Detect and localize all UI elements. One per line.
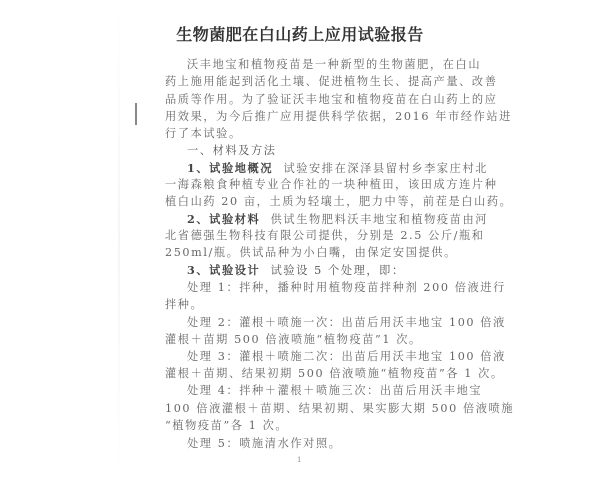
treatment-5-line: 处理 5：喷施清水作对照。 <box>187 437 342 450</box>
treatment-1-line: 拌种。 <box>165 298 204 311</box>
subsection-1-line: 植白山药 20 亩，土质为轻壤土，肥力中等，前茬是白山药。 <box>165 195 513 208</box>
subsection-1-first-line <box>165 161 489 176</box>
section-heading: 一、材料及方法 <box>187 144 277 157</box>
treatment-4-line: 100 倍液灌根＋苗期、结果初期、果实膨大期 500 倍液喷施 <box>165 402 515 415</box>
subsection-1-text: 试验安排在深泽县留村乡李家庄村北 <box>283 162 489 175</box>
treatment-4-line: “植物疫苗”各 1 次。 <box>165 419 289 432</box>
intro-line: 用效果，为今后推广应用提供科学依据，2016 年市经作站进 <box>165 110 512 123</box>
intro-line: 沃丰地宝和植物疫苗是一种新型的生物菌肥，在白山 <box>187 58 482 71</box>
intro-line: 药上施用能起到活化土壤、促进植物生长、提高产量、改善 <box>165 75 498 88</box>
scan-margin-mark <box>135 103 137 125</box>
treatment-2-line: 灌根＋苗期 500 倍液喷施“植物疫苗”1 次。 <box>165 333 422 346</box>
subsection-3-first-line <box>165 263 455 278</box>
document-title: 生物菌肥在白山药上应用试验报告 <box>176 25 424 44</box>
subsection-3-text: 试验设 5 个处理，即： <box>270 264 405 277</box>
subsection-2-label: 2、试验材料 <box>187 212 261 226</box>
subsection-3-label: 3、试验设计 <box>187 263 261 277</box>
intro-line: 品质等作用。为了验证沃丰地宝和植物疫苗在白山药上的应 <box>165 93 498 106</box>
subsection-2-text: 供试生物肥料沃丰地宝和植物疫苗由河 <box>270 213 489 226</box>
treatment-3-line: 处理 3：灌根＋喷施二次：出苗后用沃丰地宝 100 倍液 <box>187 350 506 363</box>
intro-line: 行了本试验。 <box>165 127 242 140</box>
treatment-1-line: 处理 1：拌种，播种时用植物疫苗拌种剂 200 倍液进行 <box>187 281 506 294</box>
treatment-2-line: 处理 2：灌根＋喷施一次：出苗后用沃丰地宝 100 倍液 <box>187 316 506 329</box>
page-number: 1 <box>297 456 302 464</box>
subsection-2-first-line <box>165 212 489 227</box>
subsection-1-line: 一海森粮食种植专业合作社的一块种植田，该田成方连片种 <box>165 178 498 191</box>
subsection-2-line: 北省德强生物科技有限公司提供，分别是 2.5 公斤/瓶和 <box>165 229 485 242</box>
subsection-2-line: 250ml/瓶。供试品种为小白嘴，由保定安国提供。 <box>165 246 457 259</box>
subsection-1-label: 1、试验地概况 <box>187 161 274 175</box>
treatment-4-line: 处理 4：拌种＋灌根＋喷施三次：出苗后用沃丰地宝 <box>187 384 483 397</box>
scan-edge-shadow <box>118 0 120 481</box>
treatment-3-line: 灌根＋苗期、结果初期 500 倍液喷施“植物疫苗”各 1 次。 <box>165 367 504 380</box>
